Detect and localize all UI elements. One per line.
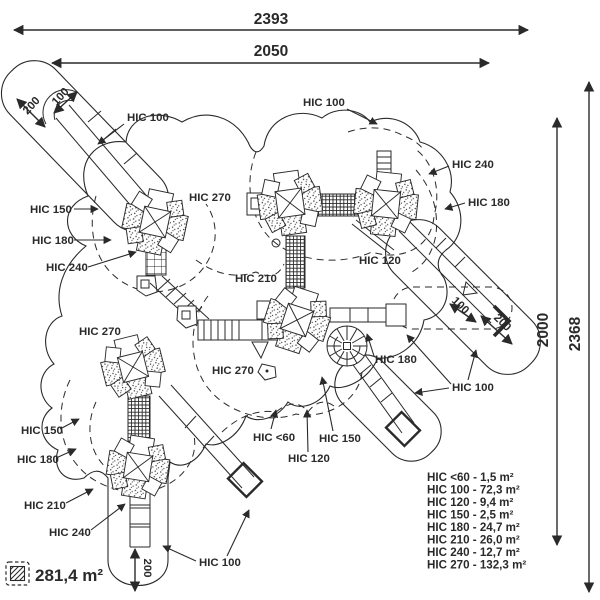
tower-center: [257, 280, 336, 359]
label-hic210-mid: HIC 210: [235, 273, 277, 285]
spiral-slide: [327, 326, 367, 366]
dim-right-width: 100: [449, 294, 472, 317]
dim-height-total: 2368: [567, 316, 584, 352]
legend-item-7: HIC 270 - 132,3 m²: [427, 558, 527, 572]
label-hic120-bottom: HIC 120: [288, 453, 330, 465]
hic-area-legend: [427, 471, 526, 572]
legend-item-4: HIC 180 - 24,7 m²: [427, 521, 520, 534]
dim-tl-width: 100: [49, 85, 72, 108]
label-hic150-bottom: HIC 150: [319, 433, 361, 445]
zone-bottom-scallops: [222, 402, 334, 432]
dim-height-inner: 2000: [535, 312, 552, 348]
label-hic180-right: HIC 180: [468, 197, 510, 209]
label-hic150-lower-left: HIC 150: [21, 425, 63, 437]
dim-bottom-length: 200: [141, 558, 153, 578]
dim-tl-length: 200: [20, 94, 43, 117]
label-hic100-right: HIC 100: [452, 382, 494, 394]
label-hic270-left: HIC 270: [79, 326, 121, 338]
label-hic180-center: HIC 180: [375, 354, 417, 366]
label-hic60-bottom: HIC <60: [253, 432, 296, 444]
legend-item-2: HIC 120 - 9,4 m²: [427, 496, 514, 509]
label-hic210-bottom-left: HIC 210: [24, 500, 66, 512]
dim-width-inner: 2050: [253, 43, 289, 60]
label-hic270-center: HIC 270: [212, 365, 254, 377]
total-area: [6, 562, 103, 585]
tower-top-center: [255, 168, 326, 239]
label-hic240-left: HIC 240: [46, 262, 88, 274]
label-hic120-mid: HIC 120: [359, 255, 401, 267]
label-hic100-top: HIC 100: [303, 97, 345, 109]
zone-top-right-dash: [348, 128, 424, 150]
tower-top-right: [352, 170, 421, 239]
tower-bottom-left: [103, 432, 172, 501]
label-hic240-right: HIC 240: [452, 159, 494, 171]
legend-item-0: HIC <60 - 1,5 m²: [427, 471, 514, 484]
legend-item-6: HIC 240 - 12,7 m²: [427, 546, 520, 559]
slide-end-marker: [463, 282, 477, 295]
label-hic180-lower-left: HIC 180: [17, 454, 59, 466]
dim-right-length: 200: [491, 311, 514, 334]
total-area-hatch-icon: [11, 567, 25, 581]
legend-item-3: HIC 150 - 2,5 m²: [427, 508, 514, 522]
label-hic100-bottom: HIC 100: [199, 557, 241, 569]
label-hic150-left: HIC 150: [30, 204, 72, 216]
tower-left: [96, 330, 170, 404]
beam-center-right: [330, 304, 406, 326]
total-area-value: 281,4 m²: [35, 566, 104, 585]
dim-width-total: 2393: [253, 11, 289, 28]
panel-triangle: [252, 342, 268, 358]
label-hic180-left: HIC 180: [32, 235, 74, 247]
label-hic100-top-left: HIC 100: [127, 112, 169, 124]
label-hic270-top: HIC 270: [189, 192, 231, 204]
legend-item-5: HIC 210 - 26,0 m²: [427, 533, 520, 547]
net-bridge-center: [286, 236, 305, 288]
label-hic240-bottom-left: HIC 240: [49, 527, 91, 539]
slide-tube: [351, 352, 420, 446]
tower-upper-left: [118, 185, 192, 259]
legend-item-1: HIC 100 - 72,3 m²: [427, 483, 520, 497]
